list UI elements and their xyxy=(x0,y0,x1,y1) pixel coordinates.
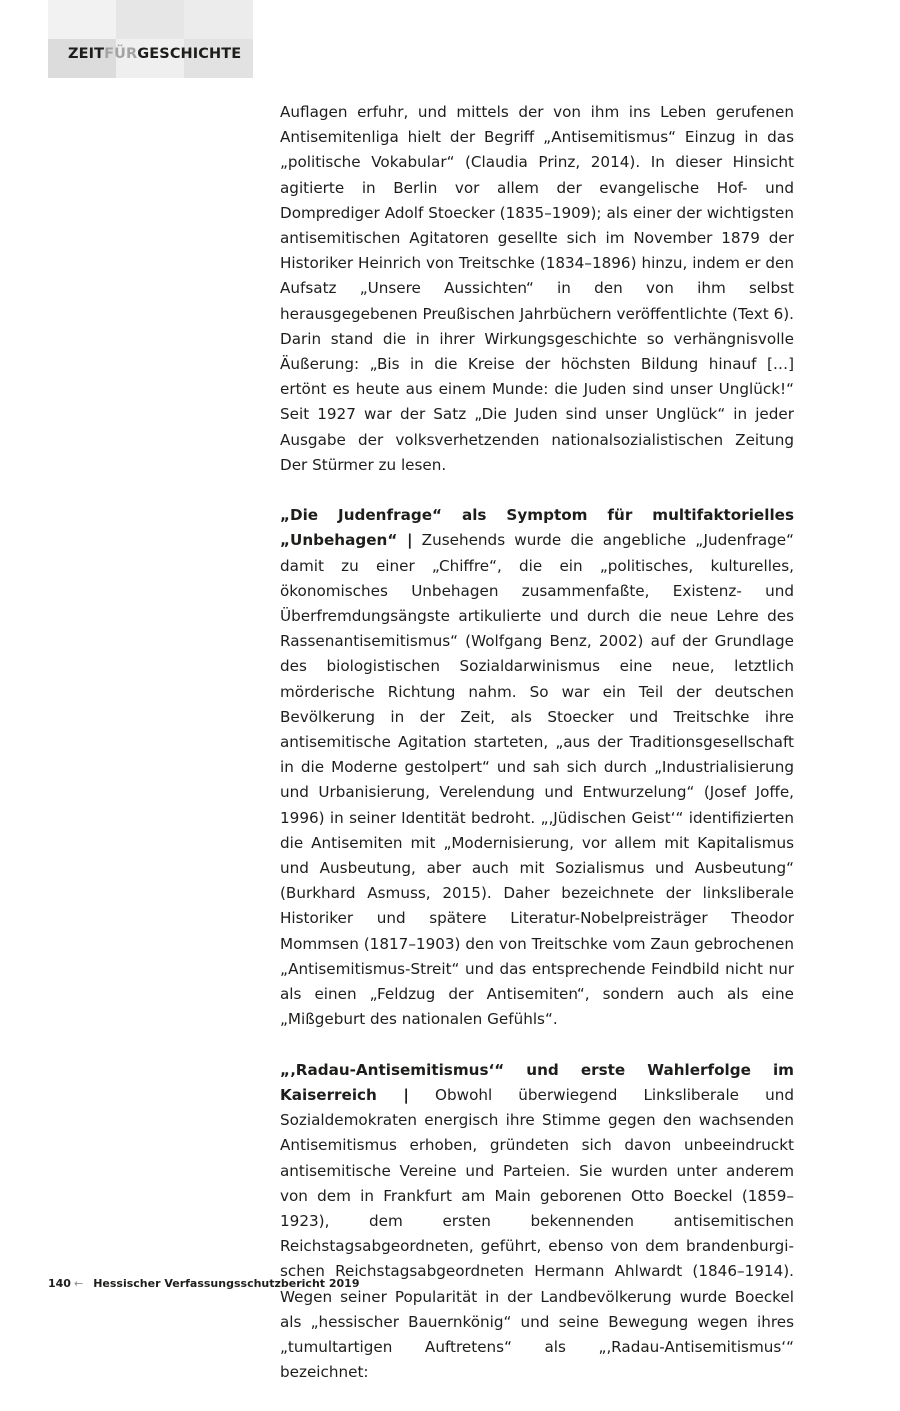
paragraph-3 xyxy=(280,1058,794,1386)
title-part-fuer: FÜR xyxy=(104,46,138,62)
title-part-zeit: ZEIT xyxy=(68,46,105,62)
header-tile xyxy=(184,0,253,39)
subheading-radau-antisemitismus: „‚Radau-Antisemitismus‘“ und erste Wahlerfolge im Kaiserreich | xyxy=(280,1060,794,1104)
subheading-judenfrage: „Die Judenfrage“ als Symptom für multifaktorielles „Unbehagen“ | xyxy=(280,506,794,550)
header-banner xyxy=(48,0,253,78)
paragraph-2-text: Zusehends wurde die angebliche „Judenfrage“ damit zu einer „Chiffre“, die ein „politisches, kulturelles, ökonomisches Unbehagen zusammenfaßte, Existenz- und Überfremdungsängste artikulierte und durch die neue Lehre des Rassenantisemitismus“ (Wolfgang Benz, 2002) auf der Grundlage des biologistischen Sozialdarwinismus eine neue, letztlich mörderische Richtung nahm. So war ein Teil der deutschen Bevölkerung in der Zeit, als Stoecker und Treitschke ihre antisemitische Agitation starteten, „aus der Traditionsgesellschaft in die Moderne gestolpert“ und sah sich durch „Industrialisierung und Urbanisierung, Verelendung und Entwurzelung“ (Josef Joffe, 1996) in seiner Identität bedroht. „‚Jüdischen Geist‘“ identifizierten die Antisemiten mit „Modernisierung, vor allem mit Kapitalismus und Ausbeutung, aber auch mit Sozialismus und Ausbeutung“ (Burkhard Asmuss, 2015). Daher bezeichnete der linksliberale Historiker und spätere Literatur-Nobelpreisträger Theodor Mommsen (1817–1903) den von Treitschke vom Zaun gebrochenen „Antisemitismus-Streit“ und das entsprechende Feindbild nicht nur als einen „Feldzug der Antisemiten“, sondern auch als eine „Mißgeburt des nationalen Gefühls“. xyxy=(280,531,794,1029)
header-tile xyxy=(48,0,116,39)
page-number: 140 xyxy=(48,1277,71,1290)
header-tile xyxy=(116,0,184,39)
paragraph-2 xyxy=(280,503,794,1032)
paragraph-3-text: Obwohl überwiegend Linksliberale und Sozialdemokraten energisch ihre Stimme gegen den wachsenden Antisemitismus erhoben, gründeten sich davon unbeeindruckt antisemitische Vereine und Parteien. Sie wurden unter anderem von dem in Frankfurt am Main geborenen Otto Boeckel (1859–1923), dem ersten bekennenden antisemitischen Reichstagsabgeordneten, geführt, ebenso von dem brandenburgischen Reichstagsabgeordneten Hermann Ahlwardt (1846–1914). Wegen seiner Popularität in der Landbevölkerung wurde Boeckel als „hessischer Bauernkönig“ und seine Bewegung wegen ihres „tumultartigen Auftretens“ als „‚Radau-Antisemitismus‘“ bezeichnet: xyxy=(280,1085,795,1382)
title-part-geschichte: GESCHICHTE xyxy=(137,46,242,62)
article-body xyxy=(280,100,794,1411)
paragraph-1: Auflagen erfuhr, und mittels der von ihm ins Leben gerufenen Antisemitenliga hielt der Begriff „Antisemitismus“ Einzug in das „politische Vokabular“ (Claudia Prinz, 2014). In dieser Hinsicht agitierte in Berlin vor allem der evangelische Hof- und Domprediger Adolf Stoecker (1835–1909); als einer der wichtigsten antisemitischen Agitatoren gesellte sich im November 1879 der Historiker Heinrich von Treitschke (1834–1896) hinzu, indem er den Aufsatz „Unsere Aussichten“ in den von ihm selbst herausgegebenen Preußischen Jahrbüchern veröffentlichte (Text 6). Darin stand die in ihrer Wirkungsgeschichte so verhängnisvolle Äußerung: „Bis in die Kreise der höchsten Bildung hinauf […] ertönt es heute aus einem Munde: die Juden sind unser Unglück!“ Seit 1927 war der Satz „Die Juden sind unser Unglück“ in jeder Ausgabe der volksverhetzenden nationalsozialistischen Zeitung Der Stürmer zu lesen. xyxy=(280,103,794,474)
page-footer xyxy=(48,1277,360,1290)
arrow-left-icon: ← xyxy=(73,1277,84,1290)
publication-title: Hessischer Verfassungsschutzbericht 2019 xyxy=(93,1277,360,1290)
section-title xyxy=(68,46,241,62)
